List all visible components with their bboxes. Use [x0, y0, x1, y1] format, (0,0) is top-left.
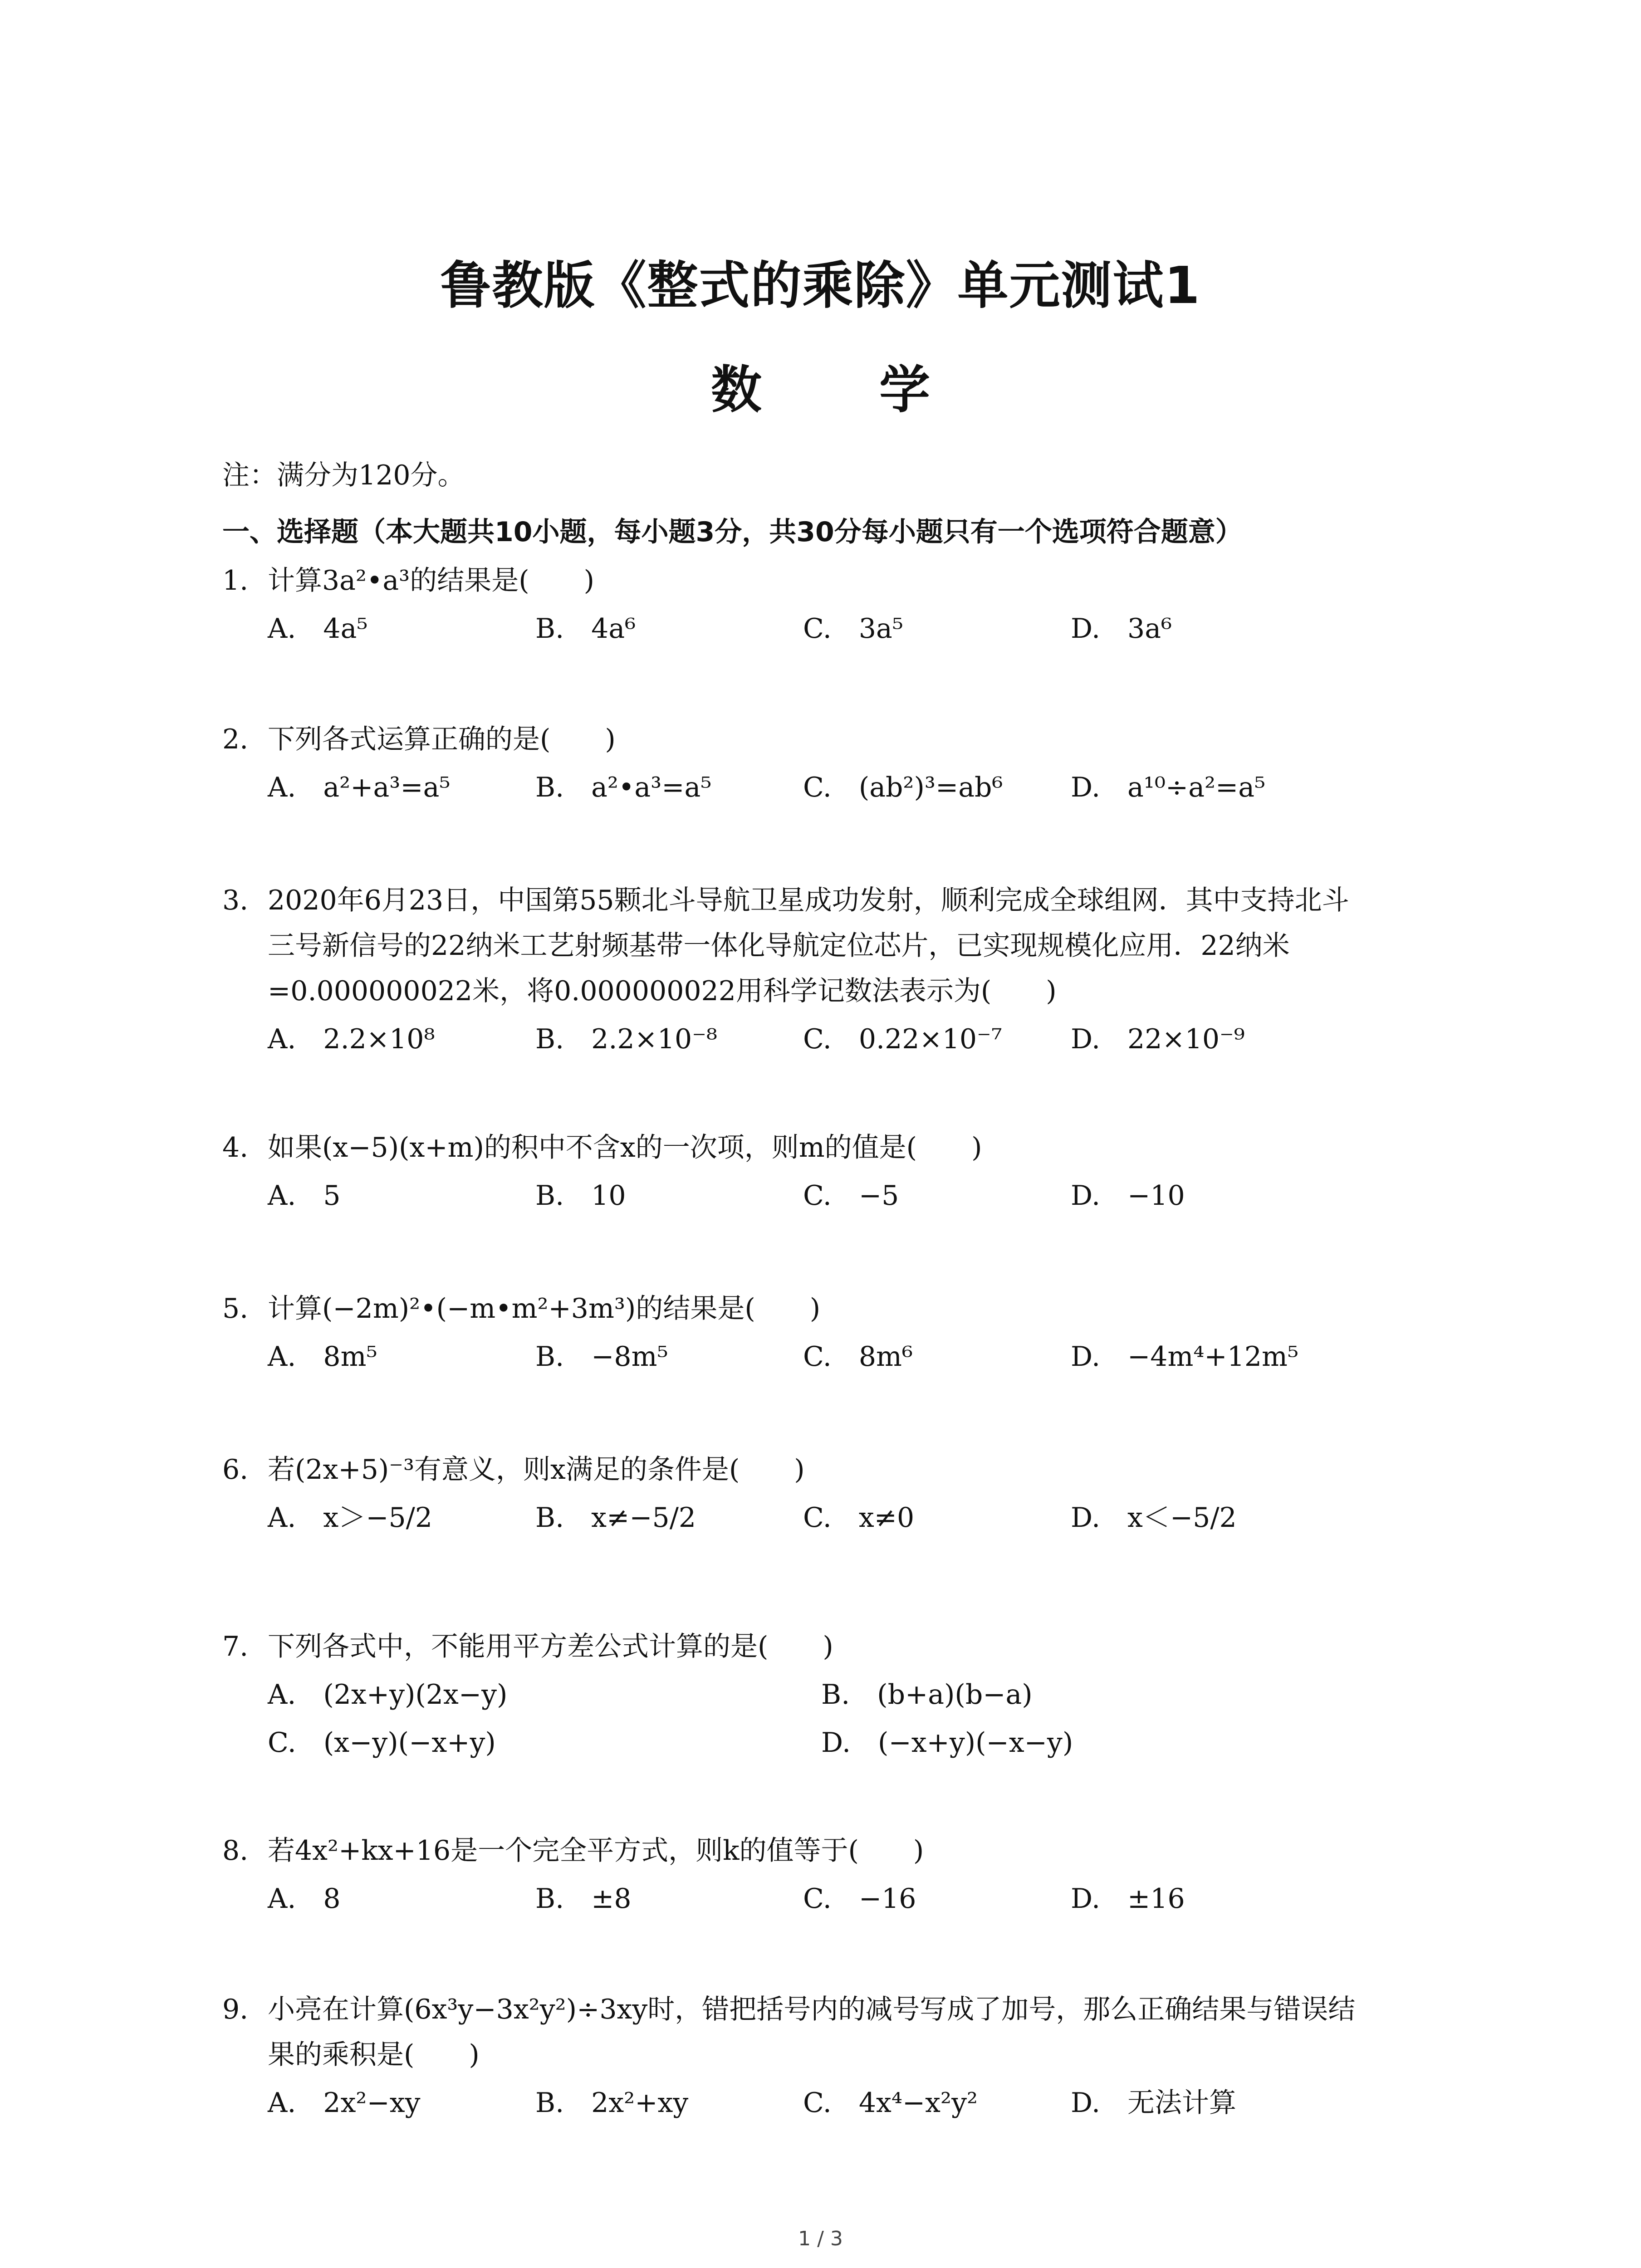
stem-text: 2020年6月23日，中国第55颗北斗导航卫星成功发射，顺利完成全球组网．其中支持北斗	[268, 885, 1349, 916]
question-stem: 5. 计算(−2m)²•(−m•m²+3m³)的结果是( )	[222, 1293, 821, 1325]
question-stem: 6. 若(2x+5)⁻³有意义，则x满足的条件是( )	[222, 1454, 805, 1486]
options	[222, 606, 1447, 651]
subject-title: 数 学	[711, 361, 980, 420]
option-d: D. 无法计算	[1071, 2087, 1237, 2119]
option-c: C. 3a⁵	[803, 613, 903, 645]
option-d: D. −10	[1071, 1180, 1185, 1212]
question-stem: 4. 如果(x−5)(x+m)的积中不含x的一次项，则m的值是( )	[222, 1132, 982, 1163]
option-b: B. (b+a)(b−a)	[821, 1679, 1033, 1711]
question-6	[222, 1447, 1447, 1563]
question-stem: 8. 若4x²+kx+16是一个完全平方式，则k的值等于( )	[222, 1835, 924, 1867]
stem-text: 若4x²+kx+16是一个完全平方式，则k的值等于( )	[268, 1835, 924, 1867]
question-8	[222, 1828, 1447, 1921]
stem-text: 计算3a²•a³的结果是( )	[268, 565, 595, 596]
question-stem-cont: 果的乘积是( )	[268, 2039, 480, 2071]
option-b: B. ±8	[535, 1883, 632, 1915]
question-stem: 9. 小亮在计算(6x³y−3x²y²)÷3xy时，错把括号内的减号写成了加号，那么正确结果与错误结	[222, 1994, 1356, 2025]
question-2	[222, 717, 1447, 810]
option-b: B. −8m⁵	[535, 1341, 668, 1373]
option-d: D. 22×10⁻⁹	[1071, 1023, 1245, 1055]
stem-text: 如果(x−5)(x+m)的积中不含x的一次项，则m的值是( )	[268, 1132, 982, 1163]
options	[222, 1017, 1447, 1062]
option-b: B. 10	[535, 1180, 626, 1212]
option-c: C. −5	[803, 1180, 899, 1212]
option-c: C. (x−y)(−x+y)	[268, 1727, 496, 1759]
option-b: B. a²•a³=a⁵	[535, 772, 712, 803]
option-a: A. a²+a³=a⁵	[268, 772, 451, 803]
options	[222, 1672, 1447, 1717]
stem-text: 小亮在计算(6x³y−3x²y²)÷3xy时，错把括号内的减号写成了加号，那么正确结果与错误结	[268, 1994, 1356, 2025]
option-d: D. −4m⁴+12m⁵	[1071, 1341, 1299, 1373]
options	[222, 1334, 1447, 1379]
option-b: B. 4a⁶	[535, 613, 636, 645]
options	[222, 765, 1447, 810]
option-a: A. 8m⁵	[268, 1341, 377, 1373]
option-c: C. −16	[803, 1883, 916, 1915]
options	[222, 1876, 1447, 1921]
option-d: D. (−x+y)(−x−y)	[821, 1727, 1073, 1759]
option-a: A. 4a⁵	[268, 613, 368, 645]
option-c: C. x≠0	[803, 1502, 915, 1534]
option-c: C. (ab²)³=ab⁶	[803, 772, 1003, 803]
page-number: 1 / 3	[798, 2227, 843, 2250]
option-a: A. 8	[268, 1883, 341, 1915]
option-d: D. 3a⁶	[1071, 613, 1172, 645]
options	[222, 1720, 1447, 1765]
question-stem: 2. 下列各式运算正确的是( )	[222, 723, 616, 755]
question-3	[222, 878, 1447, 1062]
options	[222, 2080, 1447, 2126]
option-b: B. 2x²+xy	[535, 2087, 689, 2119]
option-c: C. 0.22×10⁻⁷	[803, 1023, 1002, 1055]
document-title: 鲁教版《整式的乘除》单元测试1	[440, 256, 1201, 315]
option-b: B. x≠−5/2	[535, 1502, 696, 1534]
option-c: C. 8m⁶	[803, 1341, 913, 1373]
question-7	[222, 1624, 1447, 1765]
question-stem: 1. 计算3a²•a³的结果是( )	[222, 565, 595, 596]
stem-text: 下列各式运算正确的是( )	[268, 723, 616, 755]
option-a: A. 2x²−xy	[268, 2087, 421, 2119]
option-a: A. x＞−5/2	[268, 1502, 433, 1534]
question-5	[222, 1286, 1447, 1379]
score-note: 注：满分为120分。	[222, 459, 465, 491]
option-d: D. x＜−5/2	[1071, 1502, 1237, 1534]
option-d: D. a¹⁰÷a²=a⁵	[1071, 772, 1266, 803]
question-stem: 7. 下列各式中，不能用平方差公式计算的是( )	[222, 1631, 833, 1662]
question-9	[222, 1987, 1447, 2126]
question-4	[222, 1125, 1447, 1218]
stem-text: 若(2x+5)⁻³有意义，则x满足的条件是( )	[268, 1454, 805, 1486]
option-a: A. (2x+y)(2x−y)	[268, 1679, 508, 1711]
section-heading: 一、选择题（本大题共10小题，每小题3分，共30分每小题只有一个选项符合题意）	[222, 516, 1243, 548]
stem-text: 计算(−2m)²•(−m•m²+3m³)的结果是( )	[268, 1293, 821, 1325]
options	[222, 1173, 1447, 1218]
option-d: D. ±16	[1071, 1883, 1185, 1915]
option-a: A. 2.2×10⁸	[268, 1023, 435, 1055]
question-stem: 3. 2020年6月23日，中国第55颗北斗导航卫星成功发射，顺利完成全球组网．其中支持北斗	[222, 885, 1349, 916]
stem-text: 下列各式中，不能用平方差公式计算的是( )	[268, 1631, 833, 1662]
question-stem-cont: =0.000000022米，将0.000000022用科学记数法表示为( )	[268, 975, 1057, 1007]
question-1	[222, 558, 1447, 651]
options	[222, 1495, 1447, 1563]
option-c: C. 4x⁴−x²y²	[803, 2087, 978, 2119]
question-stem-cont: 三号新信号的22纳米工艺射频基带一体化导航定位芯片，已实现规模化应用．22纳米	[268, 930, 1290, 962]
option-a: A. 5	[268, 1180, 341, 1212]
option-b: B. 2.2×10⁻⁸	[535, 1023, 717, 1055]
